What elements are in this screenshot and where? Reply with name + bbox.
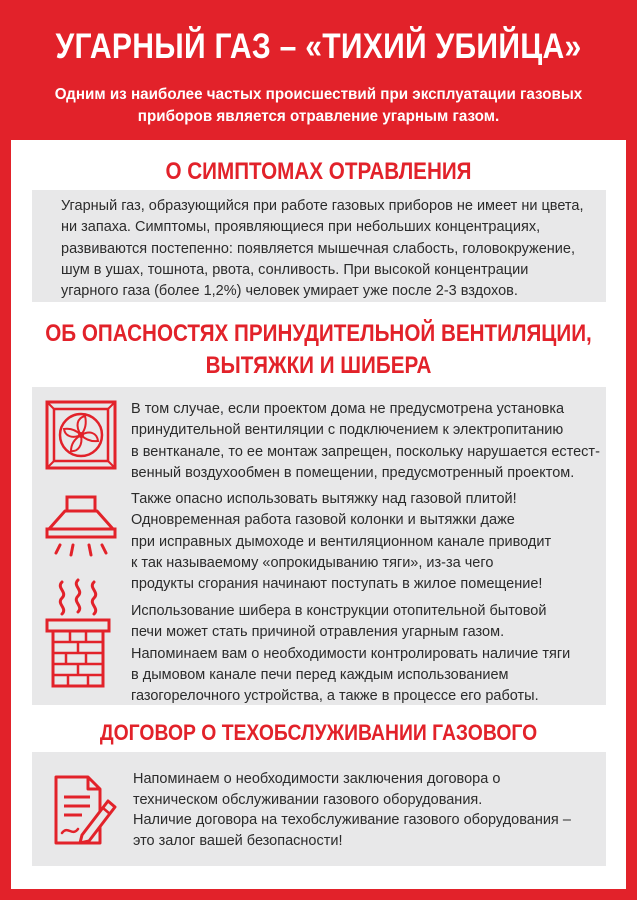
text-line: Использование шибера в конструкции отопительной бытовой: [131, 603, 547, 619]
ventilation-title-line: ВЫТЯЖКИ И ШИБЕРА: [205, 352, 432, 379]
poster-header: [0, 0, 637, 140]
header-subtitle-line: Одним из наиболее частых происшествий при эксплуатации газовых: [54, 86, 583, 103]
text-line: венный воздухообмен в помещении, предусмотренный проектом.: [131, 464, 575, 481]
page-title: УГАРНЫЙ ГАЗ – «ТИХИЙ УБИЙЦА»: [55, 27, 582, 66]
text-line: в дымовом канале печи перед каждым использованием: [131, 666, 509, 683]
range-hood-icon: [43, 495, 119, 567]
symptoms-title: О СИМПТОМАХ ОТРАВЛЕНИЯ: [165, 158, 472, 185]
text-line: Напоминаем о необходимости заключения договора о: [133, 771, 501, 787]
contract-title: ДОГОВОР О ТЕХОБСЛУЖИВАНИИ ГАЗОВОГО: [99, 720, 538, 745]
ventilation-title: [45, 318, 593, 382]
text-line: Также опасно использовать вытяжку над газовой плитой!: [131, 491, 517, 507]
ventilation-item-text: [131, 399, 601, 484]
text-line: развиваются постепенно: появляется мышечная слабость, головокружение,: [61, 240, 575, 257]
contract-text: [133, 769, 603, 851]
text-line: Угарный газ, образующийся при работе газовых приборов не имеет ни цвета,: [61, 198, 584, 214]
text-line: ни запаха. Симптомы, проявляющиеся при небольших концентрациях,: [61, 219, 541, 236]
text-line: техническом обслуживании газового оборудования.: [133, 791, 483, 808]
range-hood-item-text: [131, 489, 601, 595]
header-subtitle: [44, 84, 592, 128]
text-line: в вентканале, то ее монтаж запрещен, поскольку нарушается естест-: [131, 443, 600, 460]
text-line: при исправных дымоходе и вентиляционном канале приводит: [131, 533, 552, 550]
chimney-icon: [44, 578, 112, 690]
text-line: В том случае, если проектом дома не предусмотрена установка: [131, 401, 565, 417]
text-line: печи может стать причиной отравления угарным газом.: [131, 624, 505, 641]
text-line: Одновременная работа газовой колонки и вытяжки даже: [131, 512, 515, 529]
text-line: угарного газа (более 1,2%) человек умирает уже после 2-3 вздохов.: [61, 283, 518, 300]
text-line: принудительной вентиляции с подключением к электропитанию: [131, 422, 564, 439]
symptoms-text: [61, 196, 601, 302]
chimney-item-text: [131, 601, 601, 707]
ventilation-fan-icon: [45, 400, 117, 470]
header-subtitle-line: приборов является отравление угарным газом.: [137, 108, 500, 125]
text-line: газогорелочного устройства, а также в процессе его работы.: [131, 688, 539, 705]
ventilation-title-line: ОБ ОПАСНОСТЯХ ПРИНУДИТЕЛЬНОЙ ВЕНТИЛЯЦИИ,: [45, 320, 592, 347]
text-line: Напоминаем вам о необходимости контролировать наличие тяги: [131, 645, 571, 662]
text-line: это залог вашей безопасности!: [133, 832, 343, 849]
text-line: к так называемому «опрокидыванию тяги», из-за чего: [131, 554, 494, 571]
text-line: шум в ушах, тошнота, рвота, сонливость. При высокой концентрации: [61, 261, 529, 278]
text-line: продукты сгорания начинают поступать в жилое помещение!: [131, 576, 543, 593]
text-line: Наличие договора на техобслуживание газового оборудования –: [133, 812, 571, 828]
contract-document-icon: [52, 773, 118, 847]
